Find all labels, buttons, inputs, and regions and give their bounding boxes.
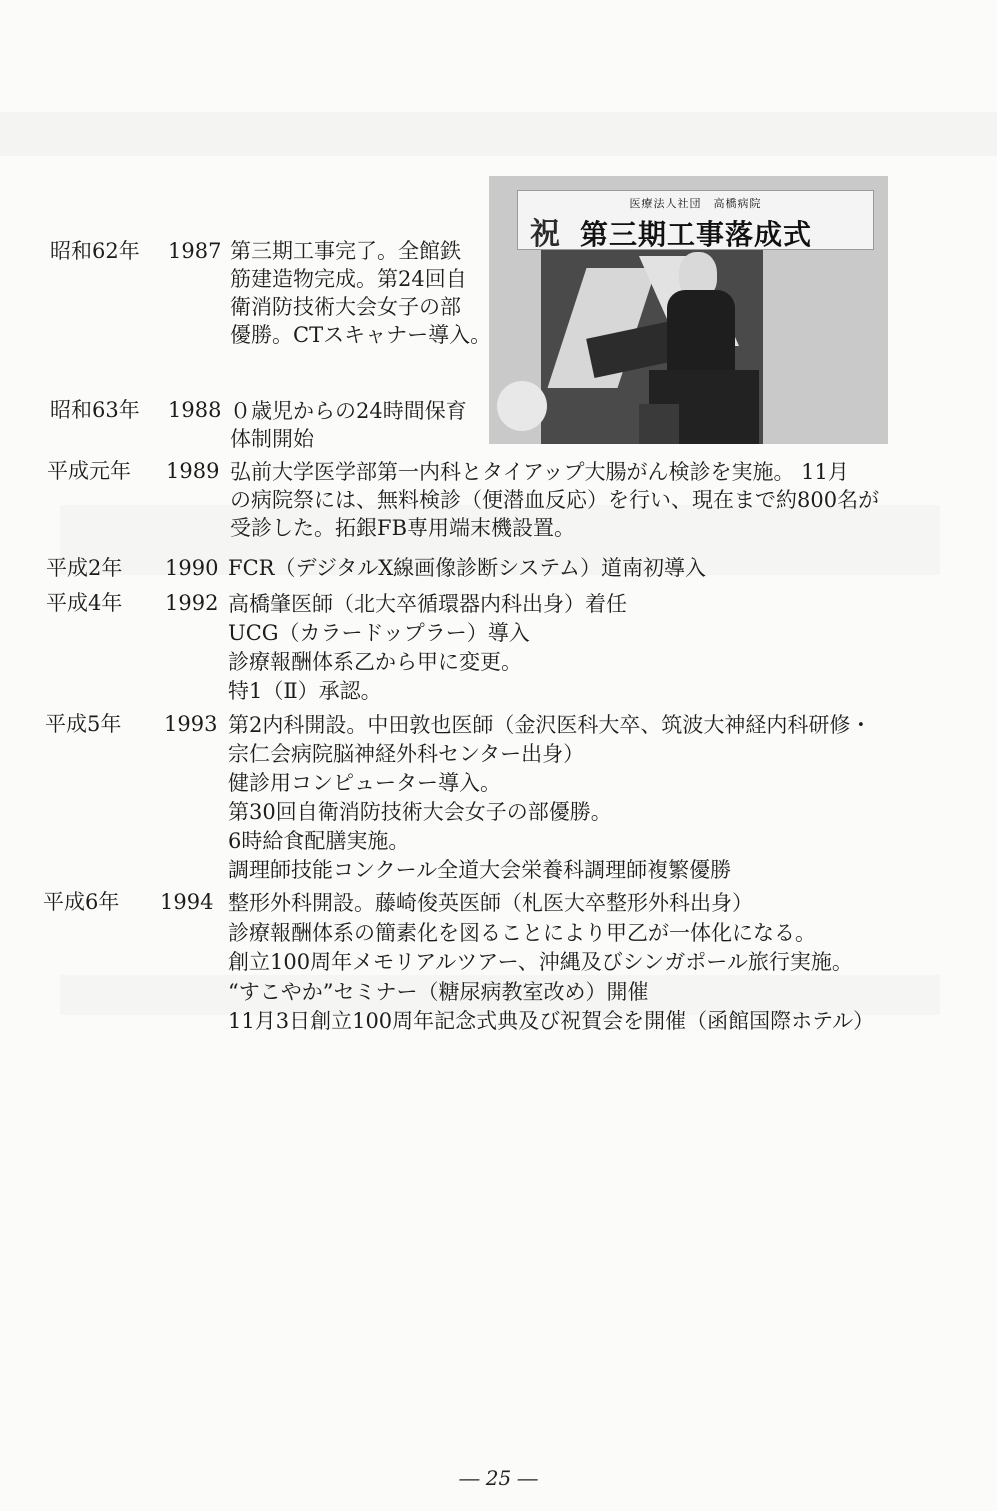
entry-line: 第30回自衛消防技術大会女子の部優勝。 — [228, 800, 612, 824]
banner-iwai: 祝 — [530, 217, 560, 252]
entry-year: 1993 — [164, 712, 218, 736]
banner-title: 第三期工事落成式 — [580, 218, 813, 251]
entry-line: 弘前大学医学部第一内科とタイアップ大腸がん検診を実施。 11月 — [230, 460, 849, 484]
entry-era: 平成5年 — [45, 712, 122, 736]
entry-line: “すこやか”セミナー（糖尿病教室改め）開催 — [228, 979, 649, 1004]
entry-line: 調理師技能コンクール全道大会栄養科調理師複繁優勝 — [228, 858, 732, 882]
entry-year: 1994 — [160, 890, 214, 914]
entry-year: 1988 — [168, 398, 222, 422]
entry-line: 宗仁会病院脳神経外科センター出身） — [228, 742, 585, 766]
entry-line: UCG（カラードップラー）導入 — [228, 621, 530, 645]
photo-speaker-body — [667, 290, 735, 378]
entry-era: 昭和62年 — [50, 239, 140, 263]
entry-line: 第三期工事完了。全館鉄 — [230, 239, 461, 263]
entry-year: 1987 — [168, 239, 222, 263]
entry-line: 創立100周年メモリアルツアー、沖縄及びシンガポール旅行実施。 — [228, 950, 853, 974]
entry-era: 昭和63年 — [50, 398, 140, 422]
entry-line: 診療報酬体系乙から甲に変更。 — [228, 650, 522, 674]
entry-line: 健診用コンピューター導入。 — [228, 771, 501, 795]
entry-line: ０歳児からの24時間保育 — [230, 399, 467, 423]
entry-line: 高橋肇医師（北大卒循環器内科出身）着任 — [228, 592, 627, 616]
entry-line: 衛消防技術大会女子の部 — [230, 295, 461, 319]
entry-line: 体制開始 — [230, 427, 314, 451]
entry-era: 平成元年 — [47, 459, 131, 483]
entry-year: 1992 — [165, 591, 219, 615]
entry-line: 11月3日創立100周年記念式典及び祝賀会を開催（函館国際ホテル） — [228, 1009, 875, 1033]
entry-line: FCR（デジタルX線画像診断システム）道南初導入 — [228, 556, 707, 580]
entry-line: 診療報酬体系の簡素化を図ることにより甲乙が一体化になる。 — [228, 920, 816, 945]
entry-line: 特1（Ⅱ）承認。 — [228, 679, 382, 703]
entry-era: 平成4年 — [46, 591, 123, 615]
entry-line: 6時給食配膳実施。 — [228, 829, 410, 853]
photo-flowers — [497, 381, 547, 431]
photo-banner — [517, 190, 874, 250]
entry-line: 優勝。CTスキャナー導入。 — [230, 323, 492, 347]
entry-era: 平成2年 — [46, 556, 123, 580]
entry-line: 整形外科開設。藤崎俊英医師（札医大卒整形外科出身） — [228, 891, 753, 915]
entry-line: 筋建造物完成。第24回自 — [230, 267, 467, 291]
photo-bottles — [639, 404, 679, 444]
entry-year: 1989 — [166, 459, 220, 483]
entry-year: 1990 — [165, 556, 219, 580]
page-number: ― 25 ― — [459, 1466, 538, 1490]
entry-line: 受診した。拓銀FB専用端末機設置。 — [230, 516, 576, 540]
ceremony-photo — [489, 176, 888, 444]
entry-line: の病院祭には、無料検診（便潜血反応）を行い、現在まで約800名が — [230, 488, 880, 512]
entry-era: 平成6年 — [43, 890, 120, 914]
entry-line: 第2内科開設。中田敦也医師（金沢医科大卒、筑波大神経内科研修・ — [228, 713, 872, 737]
banner-hospital-name: 医療法人社団 高橋病院 — [629, 197, 762, 210]
